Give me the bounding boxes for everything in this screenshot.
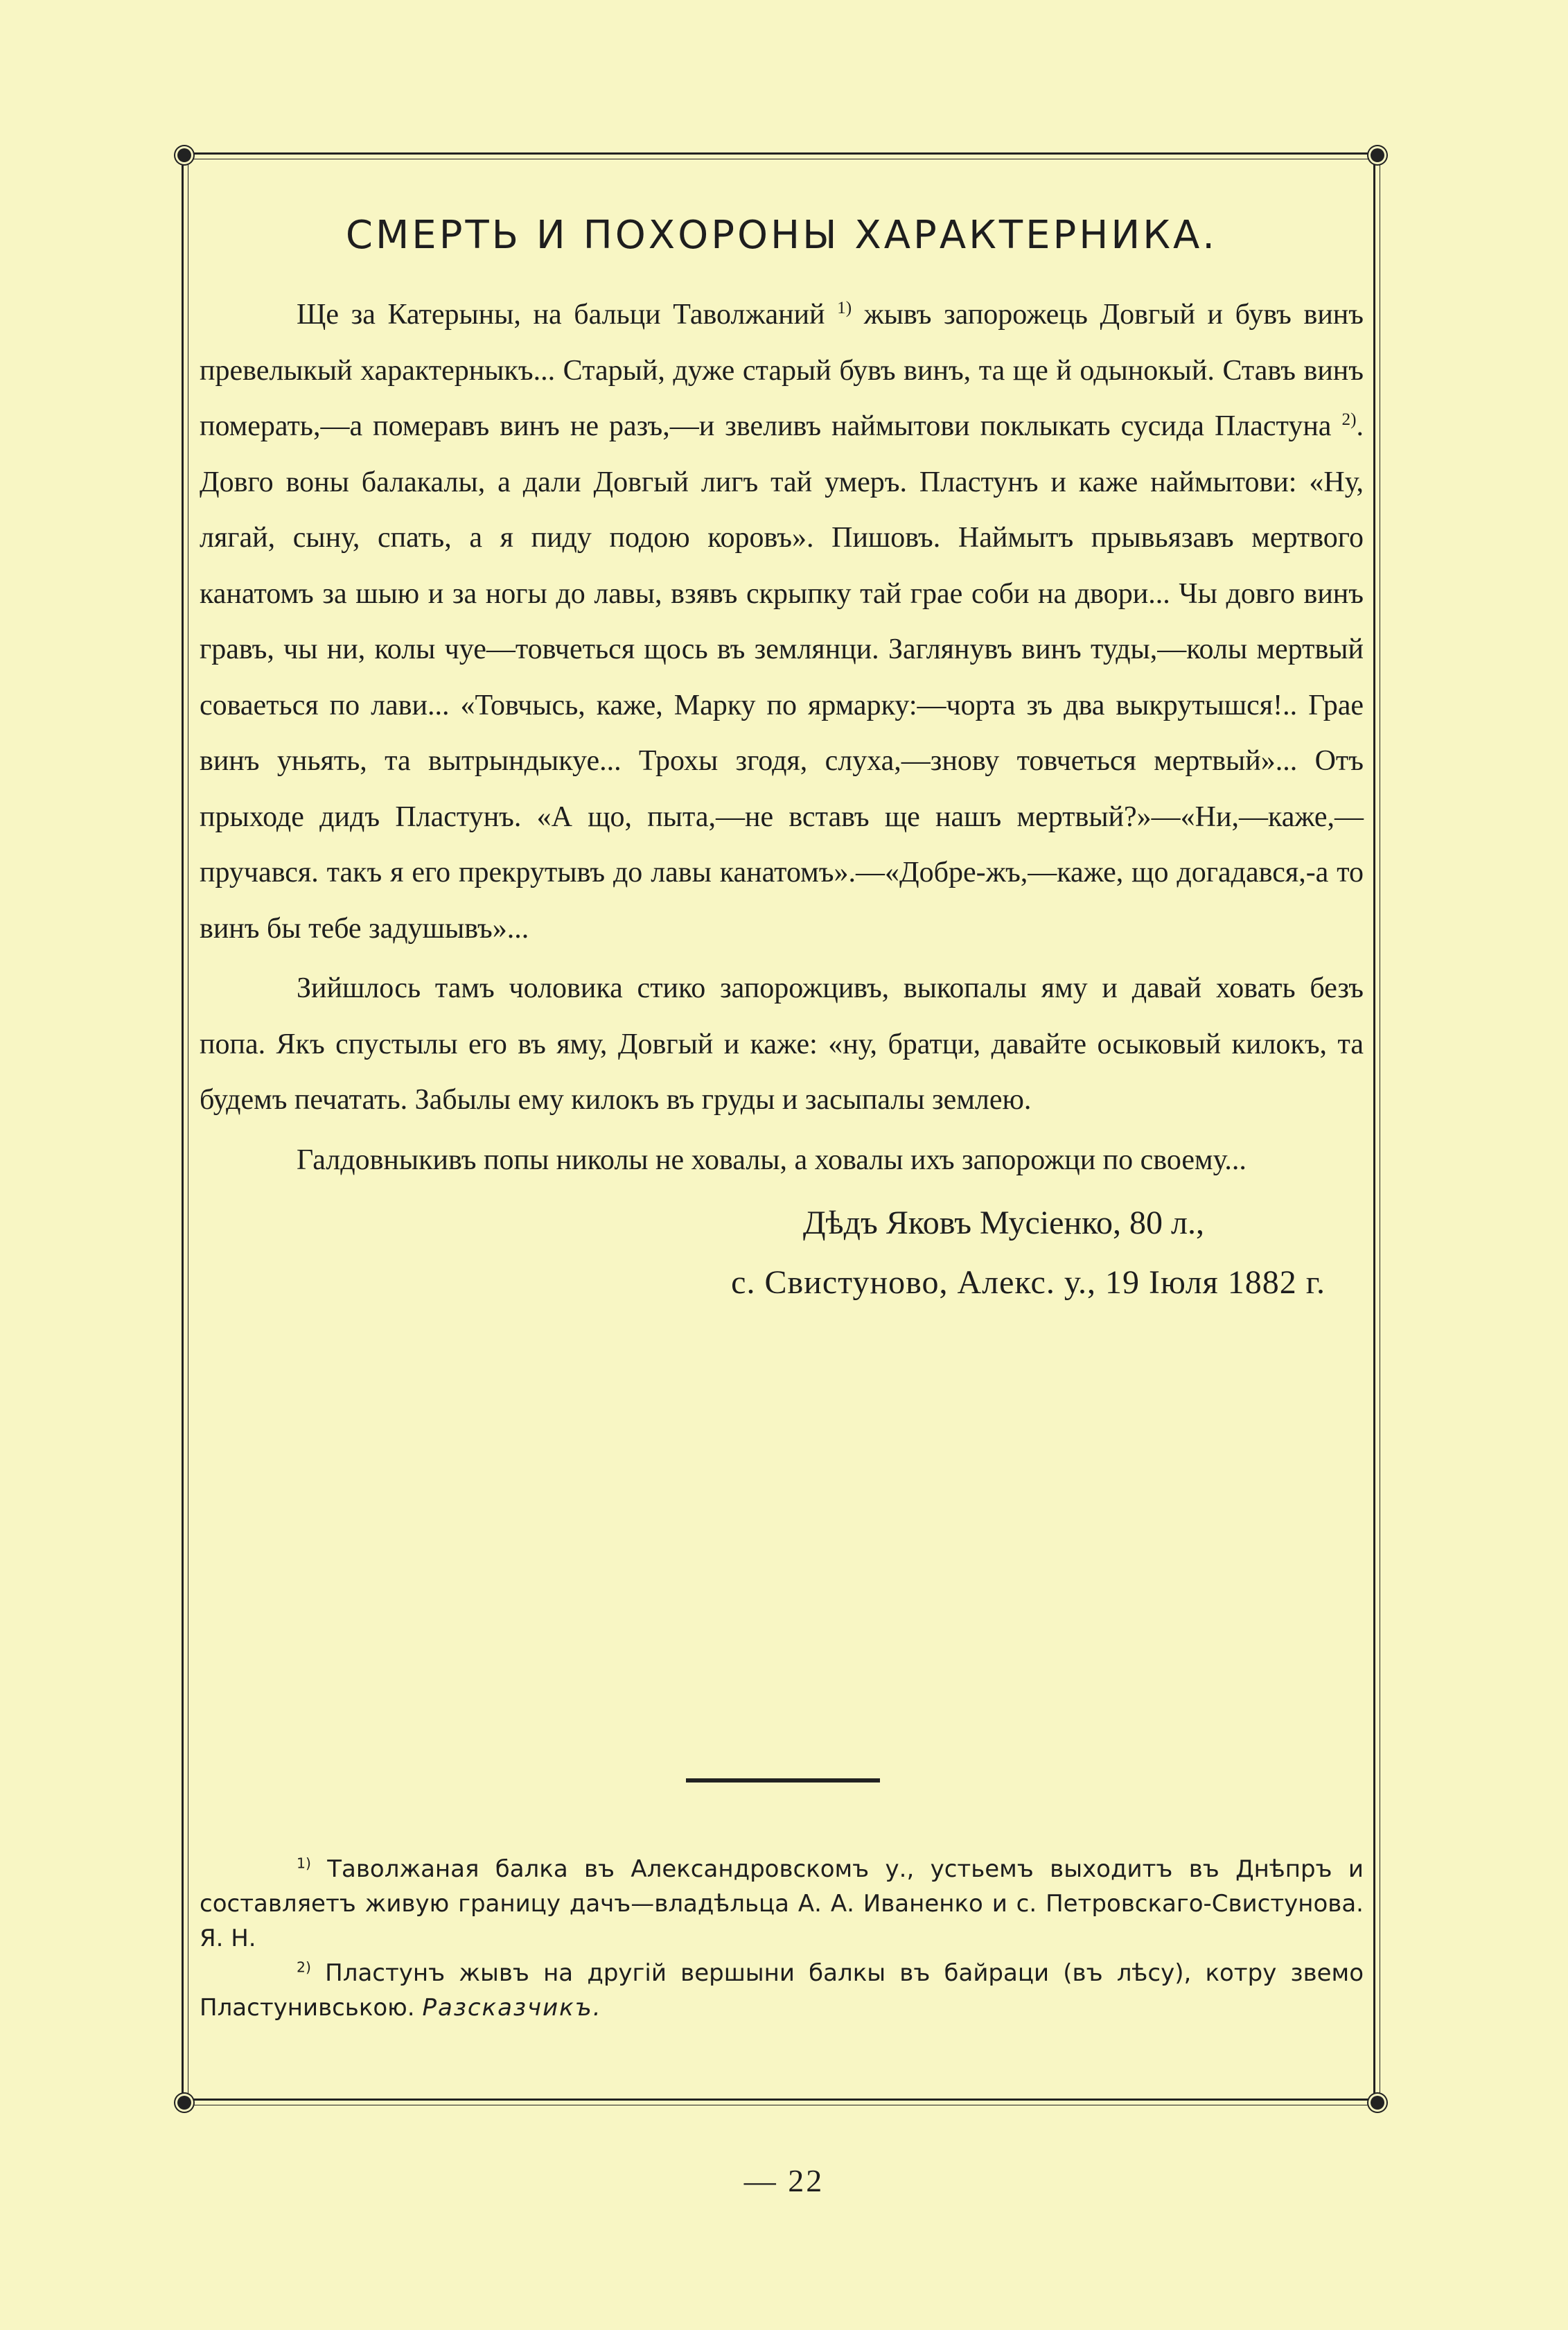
article-body (200, 208, 1364, 1313)
footnote-1-marker: 1) (297, 1855, 311, 1872)
paragraph-2: Зийшлось тамъ чоловика стико запорожцивъ, выкопалы яму и давай ховать безъ попа. Якъ спустылы его въ яму, Довгый и каже: «ну, братци, давайте осыковый килокъ, та будемъ печатать. Забылы ему килокъ въ груды и засыпалы землею. (200, 972, 1364, 1116)
page-number: — 22 (743, 2163, 825, 2198)
border-right-rule (1373, 158, 1380, 2100)
corner-ornament-bottom-right (1371, 2096, 1384, 2110)
paragraph-1-rest: . Довго воны балакалы, а дали Довгый лигъ тай умеръ. Пластунъ и каже наймытови: «Ну, лягай, сыну, спать, а я пиду подою коровъ». Пишовъ. Наймытъ прывьязавъ мертвого канатомъ за шыю и за ногы до лавы, взявъ скрыпку тай грае соби на двори... Чы довго винъ гравъ, чы ни, колы чуе—товчеться щось въ землянци. Заглянувъ винъ туды,—колы мертвый соваеться по лави... «Товчысь, каже, Марку по ярмарку:—чорта зъ два выкрутышся!.. Грае винъ уньять, та вытрындыкуе... Трохы згодя, слуха,—знову товчеться мертвый»... Отъ прыходе дидъ Пластунъ. «А що, пыта,—не вставъ ще нашъ мертвый?»—«Ни,—каже,—пручався. такъ я его прекрутывъ до лавы канатомъ».—«Добре-жъ,—каже, що догадався,-а то винъ бы тебе задушывъ»... (200, 410, 1364, 945)
border-bottom-rule (187, 2099, 1375, 2105)
footnote-ref-2: 2) (1341, 410, 1357, 429)
footnote-1 (200, 1852, 1364, 1956)
paragraph-1-middle: жывъ запорожець Довгый и бувъ винъ превелыкый характерныкъ... Старый, дуже старый бувъ винъ, та ще й одынокый. Ставъ винъ померать,—а померавъ винъ не разъ,—и звеливъ наймытови поклыкать сусида Пластуна (200, 299, 1364, 442)
signature-name: Дѣдъ Яковъ Мусіенко, 80 л., (802, 1205, 1204, 1241)
paragraph-1 (200, 287, 1364, 956)
corner-ornament-top-right (1371, 148, 1384, 162)
corner-ornament-bottom-left (177, 2096, 191, 2110)
footnote-2-marker: 2) (297, 1959, 311, 1976)
border-left-rule (182, 158, 188, 2100)
footnote-2 (200, 1956, 1364, 2025)
paragraph-1-opening: Ще за Катерыны, на бальци Таволжаний (297, 299, 825, 331)
footnote-2-author: Разсказчикъ. (422, 1994, 602, 2022)
article-title: СМЕРТЬ И ПОХОРОНЫ ХАРАКТЕРНИКА. (345, 213, 1218, 258)
border-top-rule (187, 152, 1375, 159)
signature-block (200, 1193, 1364, 1313)
footnotes (200, 1852, 1364, 2025)
corner-ornament-top-left (177, 148, 191, 162)
paragraph-3: Галдовныкивъ попы николы не ховалы, а ховалы ихъ запорожци по своему... (297, 1144, 1247, 1176)
footnote-ref-1: 1) (837, 299, 852, 317)
footnote-divider (686, 1778, 880, 1782)
signature-place-date: с. Свистуново, Алекс. у., 19 Іюля 1882 г. (731, 1264, 1325, 1301)
footnote-2-text: Пластунъ жывъ на другій вершыни балкы въ байраци (въ лѣсу), котру звемо Пластунивською. (200, 1959, 1364, 2022)
footnote-1-text: Таволжаная балка въ Александровскомъ у., устьемъ выходитъ въ Днѣпръ и составляетъ живую границу дачъ—владѣльца А. А. Иваненко и с. Петровскаго-Свистунова. Я. Н. (200, 1855, 1364, 1952)
